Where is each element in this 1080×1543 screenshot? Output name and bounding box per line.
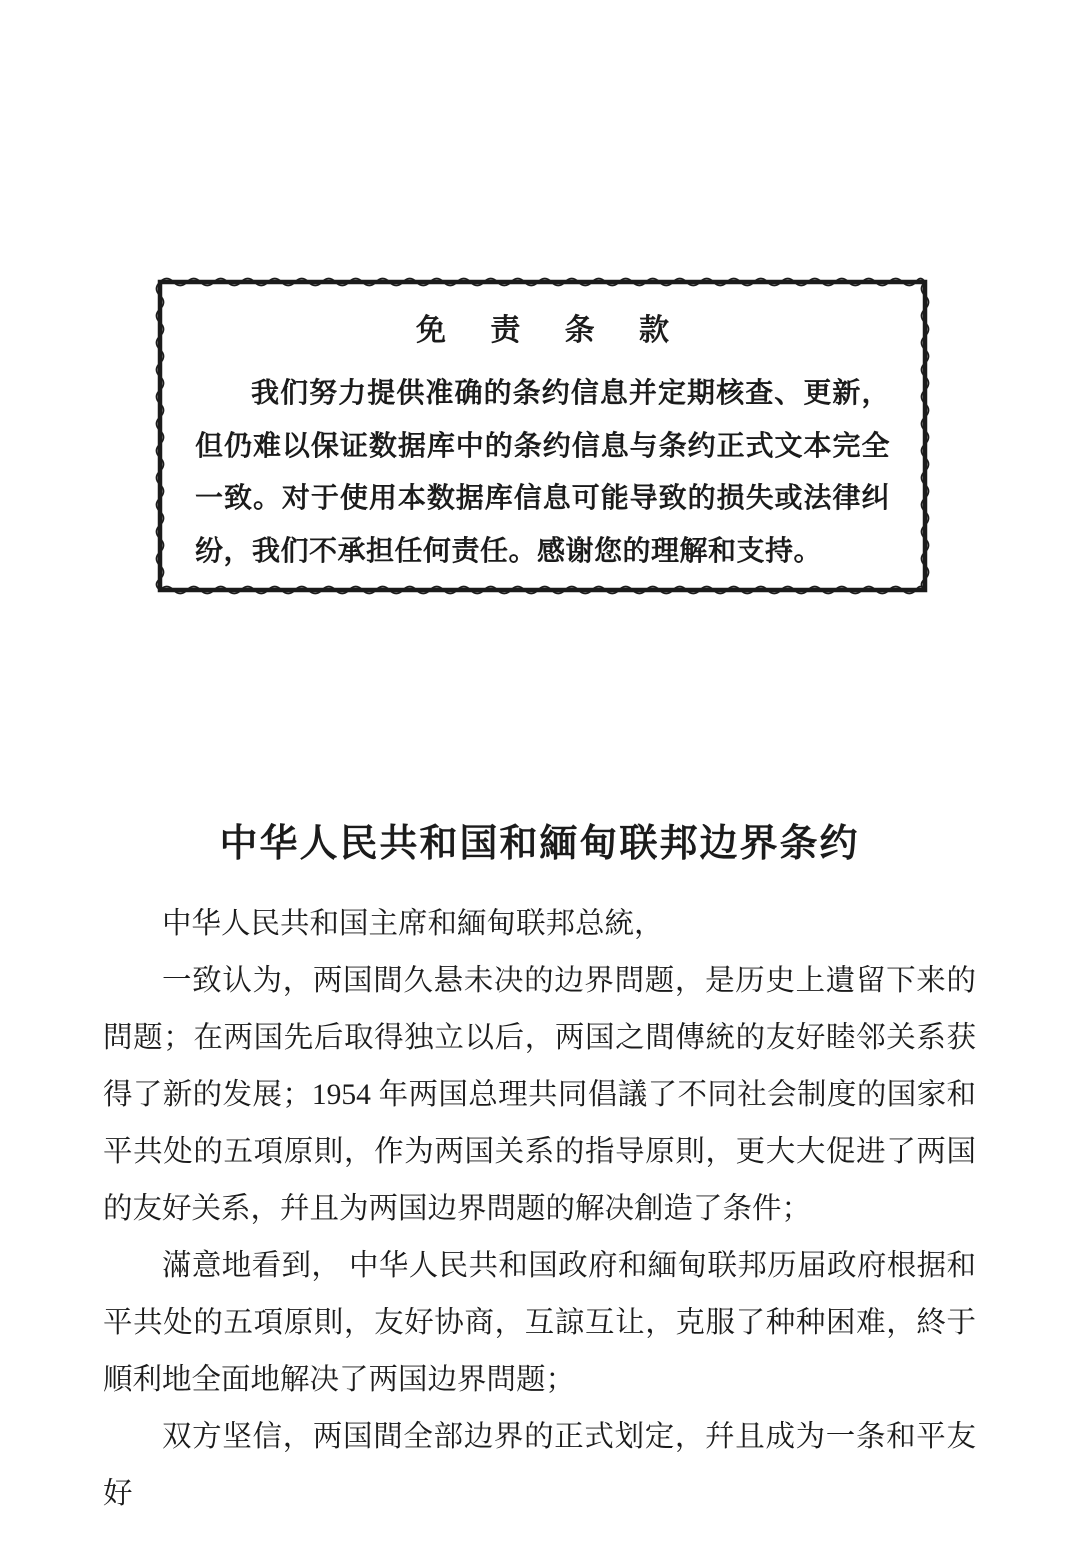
disclaimer-title: 免 责 条 款 (415, 314, 687, 347)
treaty-paragraph: 双方坚信，两国間全部边界的正式划定，幷且成为一条和平友好 (103, 1421, 976, 1510)
treaty-title: 中华人民共和国和緬甸联邦边界条约 (219, 823, 860, 865)
disclaimer-text: 我们努力提供准确的条约信息并定期核查、更新，但仍难以保证数据库中的条约信息与条约正式文本完全一致。对于使用本数据库信息可能导致的损失或法律纠纷，我们不承担任何责任。感谢您的理解和支持。 (195, 377, 890, 566)
treaty-paragraph: 一致认为，两国間久悬未决的边界問题，是历史上遺留下来的問题；在两国先后取得独立以后，两国之間傳統的友好睦邻关系获得了新的发展；1954 年两国总理共同倡議了不同社会制度的国家和平共处的五項原則，作为两国关系的指导原則，更大大促进了两国的友好关系，幷且为两国边界問题的解决創造了条件； (103, 965, 976, 1225)
treaty-paragraph: 中华人民共和国主席和緬甸联邦总統， (162, 908, 664, 940)
treaty-paragraph: 滿意地看到， 中华人民共和国政府和緬甸联邦历届政府根据和平共处的五項原則，友好协商，互諒互让，克服了种种困难，終于順利地全面地解决了两国边界問题； (103, 1250, 976, 1396)
disclaimer-box (155, 277, 930, 595)
treaty-body (103, 896, 976, 1523)
